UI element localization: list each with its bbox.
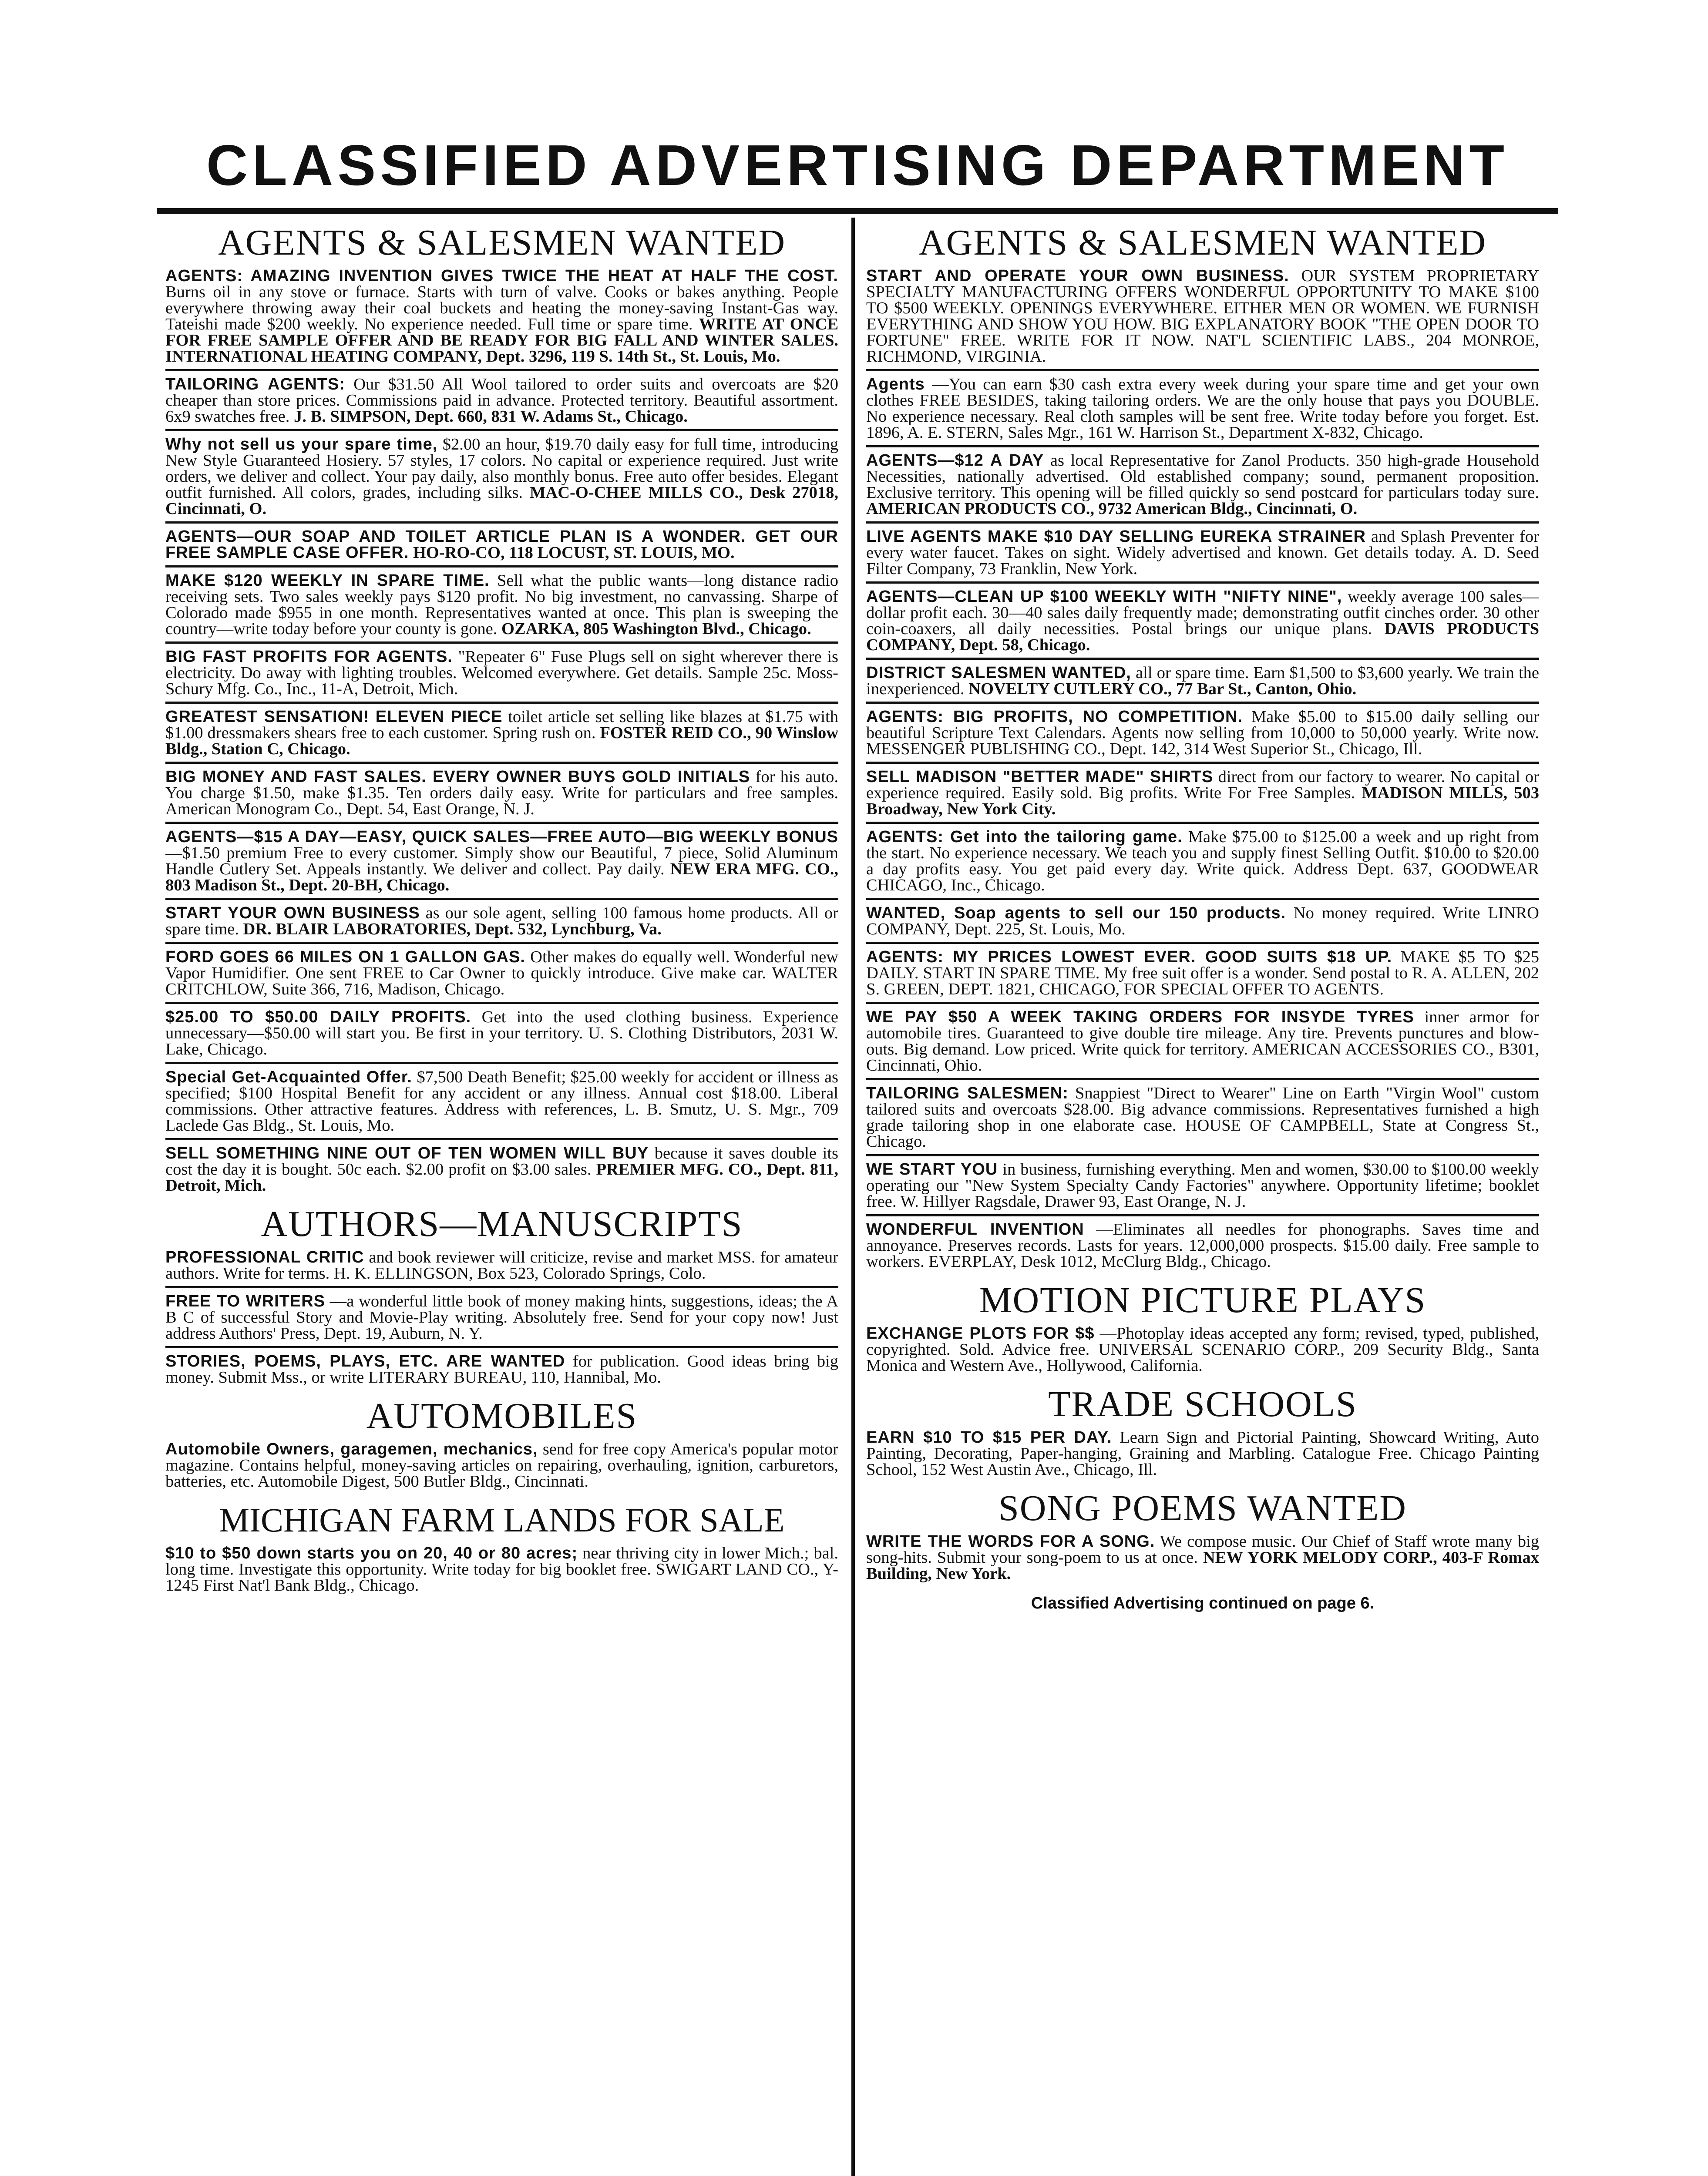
classified-ad — [165, 437, 838, 524]
ad-lead: AGENTS: AMAZING INVENTION GIVES TWICE THE HEAT AT HALF THE COST. — [165, 267, 838, 285]
ad-body: OUR SYSTEM PROPRIETARY SPECIALTY MANUFACTURING OFFERS WONDERFUL OPPORTUNITY TO MAKE $100 TO $500 WEEKLY. OPENINGS EVERYWHERE. EITHER MEN OR WOMEN. WE FURNISH EVERYTHING AND SHOW YOU HOW. BIG EXPLANATORY BOOK "THE OPEN DOOR TO FORTUNE" FREE. WRITE FOR IT NOW. NAT'L SCIENTIFIC LABS., 204 MONROE, RICHMOND, VIRGINIA. — [866, 267, 1539, 366]
ad-lead: WONDERFUL INVENTION — [866, 1220, 1084, 1239]
ad-lead: AGENTS: MY PRICES LOWEST EVER. GOOD SUITS $18 UP. — [866, 948, 1392, 966]
classified-ad — [165, 376, 838, 431]
ad-lead: SELL SOMETHING NINE OUT OF TEN WOMEN WILL BUY — [165, 1144, 649, 1162]
ad-lead: BIG FAST PROFITS FOR AGENTS. — [165, 648, 453, 666]
ad-body: weekly average 100 sales—dollar profit each. 30—40 sales daily frequently made; demonstrating outfit cinches order. 30 other coin-coaxers, all daily necessities. Postal brings our unique plans. — [866, 588, 1539, 638]
classified-ad — [165, 905, 838, 944]
ad-lead: AGENTS—CLEAN UP $100 WEEKLY WITH "NIFTY NINE", — [866, 588, 1342, 606]
ad-lead: AGENTS—$12 A DAY — [866, 451, 1044, 470]
ad-lead: WRITE THE WORDS FOR A SONG. — [866, 1532, 1155, 1551]
ad-body: We compose music. Our Chief of Staff wrote many big song-hits. Submit your song-poem to us at once. — [866, 1532, 1539, 1567]
classified-ad — [866, 376, 1539, 447]
ad-lead: EXCHANGE PLOTS FOR $$ — [866, 1324, 1095, 1343]
ad-body: and Splash Preventer for every water faucet. Takes on sight. Widely advertised and known. Get details today. A. D. Seed Filter Company, 73 Franklin, New York. — [866, 527, 1539, 578]
page-title: CLASSIFIED ADVERTISING DEPARTMENT — [206, 133, 1509, 197]
ad-lead: $10 to $50 down starts you on 20, 40 or 80 acres; — [165, 1544, 578, 1562]
classified-ad — [165, 769, 838, 824]
ad-body: send for free copy America's popular motor magazine. Contains helpful, money-saving articles on repairing, overhauling, ignition, carburetors, batteries, etc. Automobile Digest, 500 Butler Bldg., Cincinnati. — [165, 1440, 838, 1491]
continued-note: Classified Advertising continued on page 6. — [1031, 1594, 1375, 1612]
ad-address: MAC-O-CHEE MILLS CO., Desk 27018, Cincinnati, O. — [165, 484, 838, 518]
ad-body: —a wonderful little book of money making hints, suggestions, ideas; the A B C of successful Story and Movie-Play writing. Absolutely free. Send for your copy now! Just address Authors' Press, Dept. 19, Auburn, N. Y. — [165, 1292, 838, 1343]
classified-ad — [165, 1441, 838, 1494]
ad-body: —Eliminates all needles for phonographs. Saves time and annoyance. Preserves records. Lasts for years. 12,000,000 prospects. $15.00 daily. Free sample to workers. EVERPLAY, Desk 1012, McClurg Bldg., Chicago. — [866, 1220, 1539, 1271]
ad-body: direct from our factory to wearer. No capital or experience required. Easily sold. Big profits. Write For Free Samples. — [866, 768, 1539, 802]
ad-lead: START AND OPERATE YOUR OWN BUSINESS. — [866, 267, 1289, 285]
ad-body: —You can earn $30 cash extra every week during your spare time and get your own clothes FREE BESIDES, taking tailoring orders. We are the only house that pays you DOUBLE. No experience necessary. Real cloth samples will be sent free. Write today before you forget. Est. 1896, A. E. STERN, Sales Mgr., 161 W. Harrison St., Department X-832, Chicago. — [866, 375, 1539, 442]
ad-lead: DISTRICT SALESMEN WANTED, — [866, 664, 1131, 682]
top-rule — [157, 208, 1558, 214]
classified-ad — [866, 949, 1539, 1004]
classified-ad — [866, 769, 1539, 824]
classified-ad — [866, 665, 1539, 704]
ad-body: $7,500 Death Benefit; $25.00 weekly for accident or illness as specified; $100 Hospital Benefit for any accident or any illness. Annual cost $18.00. Liberal commissions. Other attractive features. Address with references, L. B. Smutz, U. S. Mgr., 709 Laclede Gas Bldg., St. Louis, Mo. — [165, 1068, 838, 1135]
column-divider — [851, 218, 855, 2176]
ad-body: MAKE $5 TO $25 DAILY. START IN SPARE TIME. My free suit offer is a wonder. Send postal to R. A. ALLEN, 202 S. GREEN, DEPT. 1821, CHICAGO, FOR SPECIAL OFFER TO AGENTS. — [866, 948, 1539, 998]
section-heading: MICHIGAN FARM LANDS FOR SALE — [219, 1501, 785, 1539]
ad-body: inner armor for automobile tires. Guaranteed to give double tire mileage. Any tire. Prevents punctures and blow-outs. Big demand. Low priced. Write quick for territory. AMERICAN ACCESSORIES CO., B301, Cincinnati, Ohio. — [866, 1008, 1539, 1075]
ad-address: WRITE AT ONCE FOR FREE SAMPLE OFFER AND BE READY FOR BIG FALL AND WINTER SALES. INTERNATIONAL HEATING COMPANY, Dept. 3296, 119 S. 14th St., St. Louis, Mo. — [165, 315, 838, 366]
ad-lead: WANTED, Soap agents to sell our 150 products. — [866, 904, 1286, 922]
ad-body: $2.00 an hour, $19.70 daily easy for full time, introducing New Style Guaranteed Hosiery. 57 styles, 17 colors. No capital or experience required. Just write orders, we deliver and collect. Your pay daily, also monthly bonus. Free auto offer besides. Elegant outfit furnished. All colors, grades, including silks. — [165, 435, 838, 502]
ad-lead: GREATEST SENSATION! ELEVEN PIECE — [165, 708, 503, 726]
ad-body: for his auto. You charge $1.50, make $1.35. Ten orders daily easy. Write for particulars and free samples. American Monogram Co., Dept. 54, East Orange, N. J. — [165, 768, 838, 818]
classified-ad — [866, 1162, 1539, 1216]
ad-lead: AGENTS—$15 A DAY—EASY, QUICK SALES—FREE AUTO—BIG WEEKLY BONUS — [165, 828, 838, 846]
ad-lead: $25.00 TO $50.00 DAILY PROFITS. — [165, 1008, 471, 1026]
ad-body: —$1.50 premium Free to every customer. Simply show our Beautiful, 7 piece, Solid Aluminum Handle Cutlery Set. Appeals instantly. We deliver and collect. Pay daily. — [165, 844, 838, 878]
classified-ad — [866, 529, 1539, 584]
classified-ad — [165, 268, 838, 371]
ad-body: all or spare time. Earn $1,500 to $3,600 yearly. We train the inexperienced. — [866, 664, 1539, 698]
classified-ad — [165, 1145, 838, 1198]
ad-lead: Automobile Owners, garagemen, mechanics, — [165, 1440, 538, 1458]
ad-address: NOVELTY CUTLERY CO., 77 Bar St., Canton, Ohio. — [968, 680, 1357, 698]
ad-body: —Photoplay ideas accepted any form; revised, typed, published, copyrighted. Sold. Advice free. UNIVERSAL SCENARIO CORP., 209 Security Bldg., Santa Monica and Western Ave., Hollywood, California. — [866, 1324, 1539, 1375]
ad-lead: SELL MADISON "BETTER MADE" SHIRTS — [866, 768, 1214, 786]
ad-lead: STORIES, POEMS, PLAYS, ETC. ARE WANTED — [165, 1352, 565, 1370]
ad-body: as our sole agent, selling 100 famous home products. All or spare time. — [165, 904, 838, 938]
ad-lead: PROFESSIONAL CRITIC — [165, 1248, 364, 1266]
section-heading: AUTOMOBILES — [366, 1396, 638, 1436]
classified-ad — [866, 1085, 1539, 1156]
classified-ad — [866, 1222, 1539, 1274]
ad-body: and book reviewer will criticize, revise and market MSS. for amateur authors. Write for terms. H. K. ELLINGSON, Box 523, Colorado Springs, Colo. — [165, 1248, 838, 1283]
classified-ad — [866, 829, 1539, 900]
classified-ad — [866, 905, 1539, 944]
ad-address: HO-RO-CO, 118 LOCUST, ST. LOUIS, MO. — [413, 544, 735, 562]
ad-lead: AGENTS: Get into the tailoring game. — [866, 828, 1183, 846]
ad-lead: BIG MONEY AND FAST SALES. EVERY OWNER BUYS GOLD INITIALS — [165, 768, 750, 786]
classified-ad — [165, 1545, 838, 1598]
ad-address: NEW YORK MELODY CORP., 403-F Romax Building, New York. — [866, 1548, 1539, 1583]
ad-address: AMERICAN PRODUCTS CO., 9732 American Bldg., Cincinnati, O. — [866, 500, 1358, 518]
ad-lead: TAILORING AGENTS: — [165, 375, 345, 393]
section-heading: AGENTS & SALESMEN WANTED — [218, 222, 786, 263]
classified-ad — [165, 529, 838, 568]
ad-body: near thriving city in lower Mich.; bal. long time. Investigate this opportunity. Write today for big booklet free. SWIGART LAND CO., Y-1245 First Nat'l Bank Bldg., Chicago. — [165, 1544, 838, 1595]
classified-ad — [165, 1069, 838, 1140]
ad-address: DR. BLAIR LABORATORIES, Dept. 532, Lynchburg, Va. — [243, 920, 662, 938]
ad-body: "Repeater 6" Fuse Plugs sell on sight wherever there is electricity. Do away with lighting troubles. Welcomed everywhere. Get details. Sample 25c. Moss-Schury Mfg. Co., Inc., 11-A, Detroit, Mich. — [165, 648, 838, 698]
ad-lead: WE PAY $50 A WEEK TAKING ORDERS FOR INSYDE TYRES — [866, 1008, 1414, 1026]
ad-lead: START YOUR OWN BUSINESS — [165, 904, 420, 922]
ad-body: Other makes do equally well. Wonderful new Vapor Humidifier. One sent FREE to Car Owner to quickly introduce. Give make car. WALTER CRITCHLOW, Suite 366, 716, Madison, Chicago. — [165, 948, 838, 998]
ad-body: Learn Sign and Pictorial Painting, Showcard Writing, Auto Painting, Decorating, Paper-hanging, Graining and Marbling. Catalogue Free. Chicago Painting School, 152 West Austin Ave., Chicago, Ill. — [866, 1428, 1539, 1479]
ad-lead: Why not sell us your spare time, — [165, 435, 438, 453]
ad-lead: Agents — [866, 375, 925, 393]
ad-lead: AGENTS—OUR SOAP AND TOILET ARTICLE PLAN IS A WONDER. GET OUR FREE SAMPLE CASE OFFER. — [165, 527, 838, 562]
section-heading: AGENTS & SALESMEN WANTED — [918, 222, 1487, 263]
ad-body: Snappiest "Direct to Wearer" Line on Earth "Virgin Wool" custom tailored suits and overcoats $28.00. Big advance commissions. Representatives furnished a high grade tailoring shop in one elaborate case. HOUSE OF CAMPBELL, State at Congress St., Chicago. — [866, 1084, 1539, 1151]
ad-body: No money required. Write LINRO COMPANY, Dept. 225, St. Louis, Mo. — [866, 904, 1539, 938]
ad-lead: EARN $10 TO $15 PER DAY. — [866, 1428, 1112, 1447]
section-heading: AUTHORS—MANUSCRIPTS — [261, 1204, 743, 1244]
ad-body: because it saves double its cost the day it is bought. 50c each. $2.00 profit on $3.00 sales. — [165, 1144, 838, 1179]
ad-lead: FORD GOES 66 MILES ON 1 GALLON GAS. — [165, 948, 525, 966]
ad-body: in business, furnishing everything. Men and women, $30.00 to $100.00 weekly operating our "New System Specialty Candy Factories" anywhere. Opportunity lifetime; booklet free. W. Hillyer Ragsdale, Drawer 93, East Orange, N. J. — [866, 1160, 1539, 1211]
ad-address: OZARKA, 805 Washington Blvd., Chicago. — [501, 620, 811, 638]
classified-ad — [866, 1430, 1539, 1482]
ad-body: toilet article set selling like blazes at $1.75 with $1.00 dressmakers shears free to each customer. Spring rush on. — [165, 708, 838, 742]
ad-lead: FREE TO WRITERS — [165, 1292, 325, 1310]
section-heading: MOTION PICTURE PLAYS — [979, 1280, 1426, 1320]
classified-ad — [165, 709, 838, 764]
ad-body: for publication. Good ideas bring big money. Submit Mss., or write LITERARY BUREAU, 110, Hannibal, Mo. — [165, 1352, 838, 1387]
ad-lead: WE START YOU — [866, 1160, 998, 1179]
classified-ad — [165, 949, 838, 1004]
classified-ad — [165, 1293, 838, 1348]
classified-ad — [165, 829, 838, 900]
ad-body: Sell what the public wants—long distance radio receiving sets. Two sales weekly pays $120 profit. No big investment, no canvassing. Sharpe of Colorado made $955 in one month. Representatives wanted at once. This plan is sweeping the country—write today before your county is gone. — [165, 571, 838, 638]
classified-ad — [866, 589, 1539, 660]
right-column — [866, 218, 1539, 2176]
ad-lead: AGENTS: BIG PROFITS, NO COMPETITION. — [866, 708, 1243, 726]
ad-address: NEW ERA MFG. CO., 803 Madison St., Dept. 20-BH, Chicago. — [165, 860, 838, 894]
classified-ad — [866, 453, 1539, 524]
ad-address: DAVIS PRODUCTS COMPANY, Dept. 58, Chicago. — [866, 620, 1539, 654]
ad-body: Our $31.50 All Wool tailored to order suits and overcoats are $20 cheaper than store prices. Commissions paid in advance. Protected territory. Beautiful assortment. 6x9 swatches free. — [165, 375, 838, 426]
classified-ad — [866, 1534, 1539, 1586]
section-heading: SONG POEMS WANTED — [999, 1488, 1407, 1528]
classified-ad — [866, 268, 1539, 371]
section-heading: TRADE SCHOOLS — [1048, 1384, 1357, 1424]
ad-body: Make $5.00 to $15.00 daily selling our beautiful Scripture Text Calendars. Agents now selling from 10,000 to 50,000 yearly. Write now. MESSENGER PUBLISHING CO., Dept. 142, 314 West Superior St., Chicago, Ill. — [866, 708, 1539, 758]
ad-body: Burns oil in any stove or furnace. Starts with turn of valve. Cooks or bakes anything. People everywhere throwing away their coal buckets and heating the money-saving Instant-Gas way. Tateishi made $200 weekly. No experience needed. Full time or spare time. — [165, 283, 838, 333]
classified-ad — [165, 573, 838, 644]
ad-lead: LIVE AGENTS MAKE $10 DAY SELLING EUREKA STRAINER — [866, 527, 1366, 546]
ad-lead: MAKE $120 WEEKLY IN SPARE TIME. — [165, 571, 490, 590]
classified-ad — [866, 709, 1539, 764]
ad-lead: TAILORING SALESMEN: — [866, 1084, 1069, 1102]
classified-ad — [866, 1326, 1539, 1378]
ad-body: Get into the used clothing business. Experience unnecessary—$50.00 will start you. Be first in your territory. U. S. Clothing Distributors, 2031 W. Lake, Chicago. — [165, 1008, 838, 1058]
left-column — [165, 218, 838, 2176]
classified-ad — [866, 1009, 1539, 1080]
ad-body: as local Representative for Zanol Products. 350 high-grade Household Necessities, nationally advertised. Old established company; sound, permanent proposition. Exclusive territory. This opening will be filled quickly so send postcard for particulars today sure. — [866, 451, 1539, 502]
ad-address: MADISON MILLS, 503 Broadway, New York City. — [866, 784, 1539, 818]
classified-ad — [165, 1249, 838, 1288]
ad-body: Make $75.00 to $125.00 a week and up right from the start. No experience necessary. We teach you and supply finest Selling Outfit. $10.00 to $20.00 a day profits easy. You get paid every day. Write quick. Address Dept. 637, GOODWEAR CHICAGO, Inc., Chicago. — [866, 828, 1539, 894]
ad-address: J. B. SIMPSON, Dept. 660, 831 W. Adams St., Chicago. — [294, 407, 688, 426]
ad-address: PREMIER MFG. CO., Dept. 811, Detroit, Mich. — [165, 1160, 838, 1195]
ad-lead: Special Get-Acquainted Offer. — [165, 1068, 412, 1086]
ad-address: FOSTER REID CO., 90 Winslow Bldg., Station C, Chicago. — [165, 724, 838, 758]
classified-ad — [165, 1009, 838, 1064]
classified-ad — [165, 649, 838, 704]
classified-ad — [165, 1353, 838, 1390]
